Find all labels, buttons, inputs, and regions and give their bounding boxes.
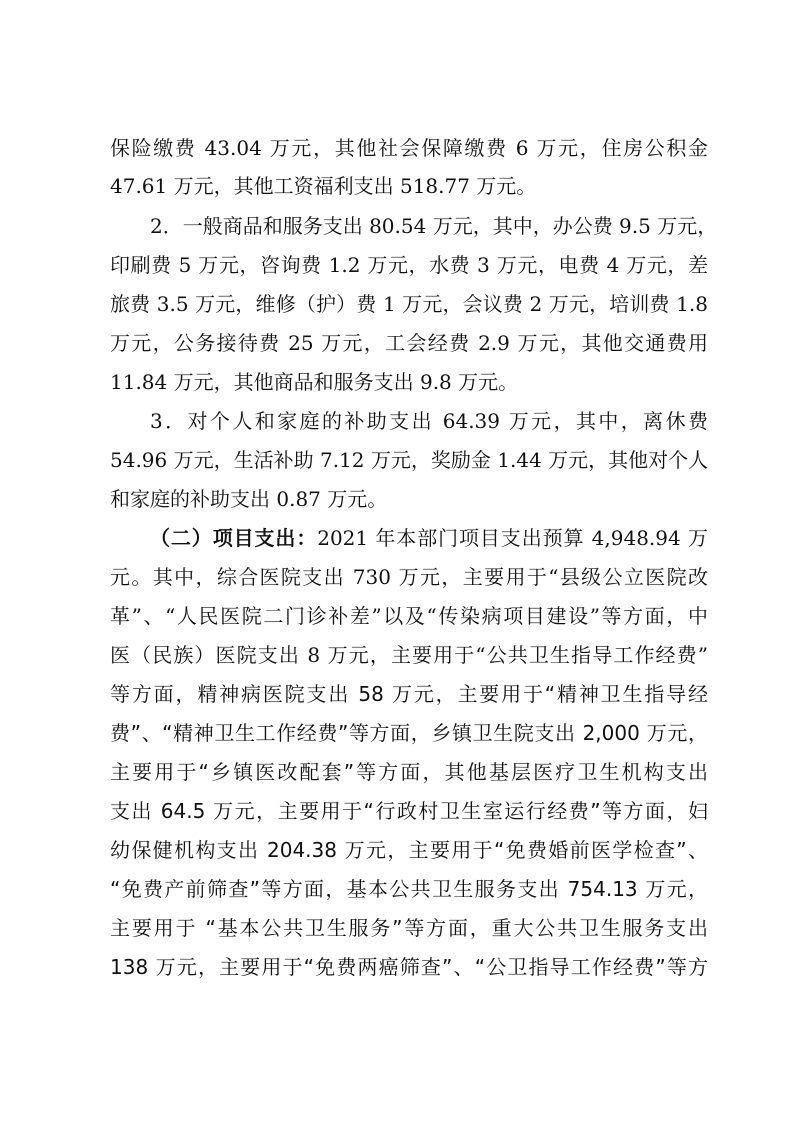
text-line: 等方面，精神病医院支出 58 万元，主要用于“精神卫生指导经 (110, 682, 708, 706)
section-line (150, 528, 708, 548)
text-line: 54.96 万元，生活补助 7.12 万元，奖励金 1.44 万元，其他对个人 (110, 448, 709, 472)
text-segment: 2021 年本部门项目支出预算 4,948.94 万 (317, 526, 709, 550)
section-heading: （二）项目支出： (150, 526, 318, 550)
text-line: 印刷费 5 万元，咨询费 1.2 万元，水费 3 万元，电费 4 万元，差 (110, 253, 708, 277)
text-line: 旅费 3.5 万元，维修（护）费 1 万元，会议费 2 万元，培训费 1.8 (110, 292, 708, 316)
text-line: 医（民族）医院支出 8 万元，主要用于“公共卫生指导工作经费” (110, 643, 708, 667)
text-line: 幼保健机构支出 204.38 万元，主要用于“免费婚前医学检查”、 (110, 838, 708, 862)
text-line: 主要用于“乡镇医改配套”等方面，其他基层医疗卫生机构支出 (110, 760, 708, 784)
text-line: 革”、“人民医院二门诊补差”以及“传染病项目建设”等方面，中 (110, 604, 708, 628)
text-line: 3．对个人和家庭的补助支出 64.39 万元，其中，离休费 (150, 409, 708, 433)
text-line: 保险缴费 43.04 万元，其他社会保障缴费 6 万元，住房公积金 (110, 136, 708, 160)
text-line: 支出 64.5 万元，主要用于“行政村卫生室运行经费”等方面，妇 (110, 799, 708, 823)
text-line: 主要用于 “基本公共卫生服务”等方面，重大公共卫生服务支出 (110, 916, 708, 940)
text-line: 和家庭的补助支出 0.87 万元。 (110, 487, 388, 511)
text-line: 47.61 万元，其他工资福利支出 518.77 万元。 (110, 174, 537, 198)
text-line: 费”、“精神卫生工作经费”等方面，乡镇卫生院支出 2,000 万元， (110, 721, 708, 745)
text-line: 元。其中，综合医院支出 730 万元，主要用于“县级公立医院改 (110, 565, 708, 589)
text-line: “免费产前筛查”等方面，基本公共卫生服务支出 754.13 万元， (110, 877, 708, 901)
text-line: 2．一般商品和服务支出 80.54 万元，其中，办公费 9.5 万元， (150, 214, 718, 238)
text-line: 11.84 万元，其他商品和服务支出 9.8 万元。 (110, 370, 519, 394)
text-line: 138 万元，主要用于“免费两癌筛查”、“公卫指导工作经费”等方 (110, 955, 708, 979)
text-line: 万元，公务接待费 25 万元，工会经费 2.9 万元，其他交通费用 (110, 331, 708, 355)
